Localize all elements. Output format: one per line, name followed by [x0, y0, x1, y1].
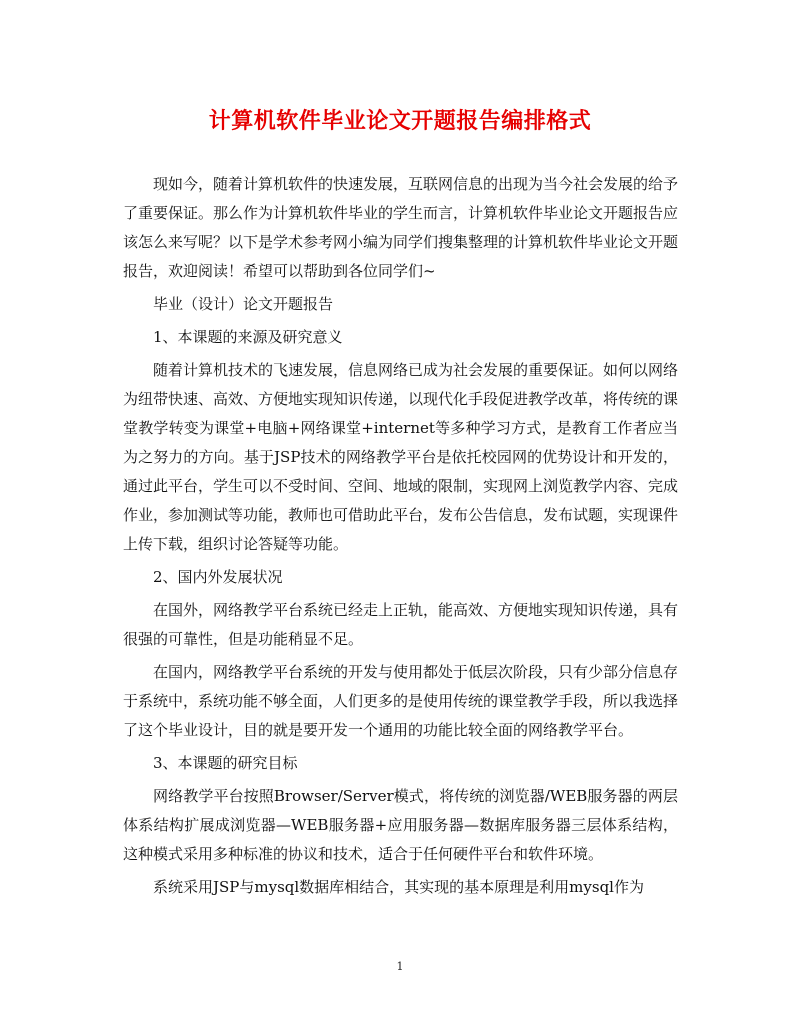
report-heading: 毕业（设计）论文开题报告 — [153, 295, 334, 313]
section-1-paragraph: 随着计算机技术的飞速发展，信息网络已成为社会发展的重要保证。如何以网络为纽带快速、高效、方便地实现知识传递，以现代化手段促进教学改革，将传统的课堂教学转变为课堂+电脑+网络课堂+internet等多种学习方式，是教育工作者应当为之努力的方向。基于JSP技术的网络教学平台是依托校园网的优势设计和开发的，通过此平台，学生可以不受时间、空间、地域的限制，实现网上浏览教学内容、完成作业，参加测试等功能，教师也可借助此平台，发布公告信息，发布试题，实现课件上传下载，组织讨论答疑等功能。 — [123, 361, 679, 553]
document-title: 计算机软件毕业论文开题报告编排格式 — [208, 108, 592, 134]
section-2-paragraph-foreign: 在国外，网络教学平台系统已经走上正轨，能高效、方便地实现知识传递，具有很强的可靠性，但是功能稍显不足。 — [123, 601, 679, 648]
section-3-paragraph-continued: 系统采用JSP与mysql数据库相结合，其实现的基本原理是利用mysql作为 — [153, 878, 644, 896]
page-number: 1 — [396, 960, 404, 973]
section-3-paragraph: 网络教学平台按照Browser/Server模式，将传统的浏览器/WEB服务器的两层体系结构扩展成浏览器—WEB服务器+应用服务器—数据库服务器三层体系结构，这种模式采用多种标准的协议和技术，适合于任何硬件平台和软件环境。 — [123, 787, 678, 863]
section-2-paragraph-domestic: 在国内，网络教学平台系统的开发与使用都处于低层次阶段，只有少部分信息存于系统中，系统功能不够全面，人们更多的是使用传统的课堂教学手段，所以我选择了这个毕业设计，目的就是要开发一个通用的功能比较全面的网络教学平台。 — [123, 663, 679, 739]
document-body — [123, 170, 678, 902]
intro-paragraph: 现如今，随着计算机软件的快速发展，互联网信息的出现为当今社会发展的给予了重要保证。那么作为计算机软件毕业的学生而言，计算机软件毕业论文开题报告应该怎么来写呢？以下是学术参考网小编为同学们搜集整理的计算机软件毕业论文开题报告，欢迎阅读！希望可以帮助到各位同学们~ — [123, 175, 679, 280]
section-heading-1: 1、本课题的来源及研究意义 — [153, 328, 343, 346]
section-heading-3: 3、本课题的研究目标 — [153, 754, 298, 772]
section-heading-2: 2、国内外发展状况 — [153, 568, 283, 586]
